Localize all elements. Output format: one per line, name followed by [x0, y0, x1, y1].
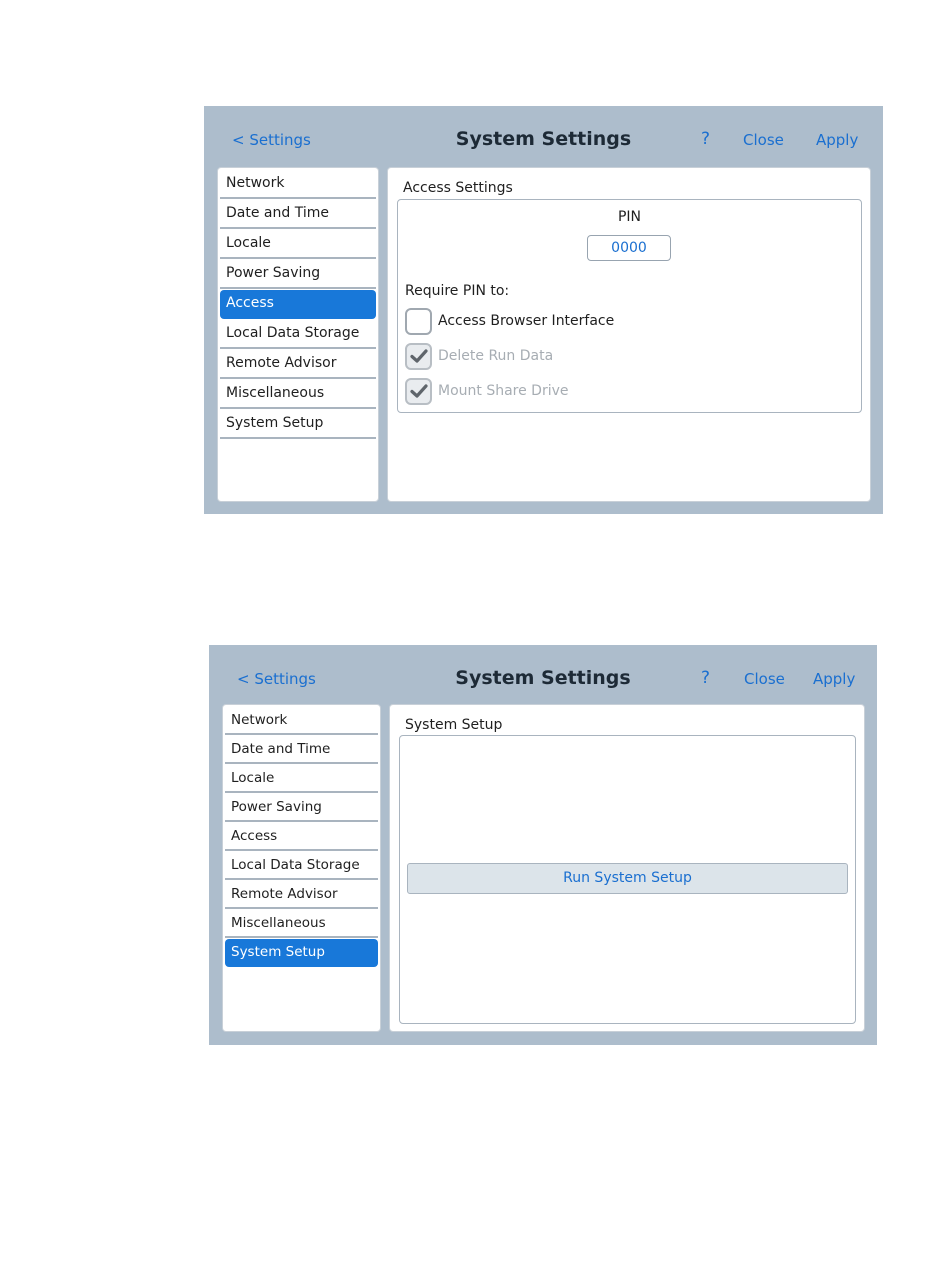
require-pin-label: Require PIN to: — [405, 283, 510, 299]
help-button[interactable]: ? — [701, 668, 711, 688]
help-button[interactable]: ? — [701, 129, 711, 149]
sidebar-item-date-and-time[interactable]: Date and Time — [225, 736, 378, 764]
sidebar-item-locale[interactable]: Locale — [220, 230, 376, 259]
apply-button[interactable]: Apply — [816, 131, 859, 149]
run-system-setup-button[interactable]: Run System Setup — [407, 863, 848, 894]
sidebar-item-power-saving[interactable]: Power Saving — [220, 260, 376, 289]
section-title: System Setup — [405, 717, 503, 733]
sidebar-item-system-setup[interactable]: System Setup — [225, 939, 378, 967]
checkbox-box[interactable] — [405, 343, 432, 370]
settings-sidebar — [222, 704, 381, 1032]
sidebar-item-date-and-time[interactable]: Date and Time — [220, 200, 376, 229]
content-pane — [389, 704, 865, 1032]
sidebar-item-miscellaneous[interactable]: Miscellaneous — [225, 910, 378, 938]
system-setup-group — [399, 735, 856, 1024]
checkbox-box[interactable] — [405, 308, 432, 335]
checkbox-delete-run-data[interactable] — [405, 341, 553, 371]
sidebar-item-access[interactable]: Access — [225, 823, 378, 851]
system-settings-panel-access — [204, 106, 883, 514]
close-button[interactable]: Close — [743, 131, 784, 149]
sidebar-item-access[interactable]: Access — [220, 290, 376, 319]
checkmark-icon — [410, 383, 428, 399]
top-bar — [209, 645, 877, 705]
checkbox-label: Mount Share Drive — [438, 383, 569, 399]
pin-input[interactable] — [587, 235, 671, 261]
sidebar-item-remote-advisor[interactable]: Remote Advisor — [225, 881, 378, 909]
checkbox-label: Access Browser Interface — [438, 313, 615, 329]
back-to-settings-link[interactable]: < Settings — [232, 131, 311, 149]
sidebar-item-local-data-storage[interactable]: Local Data Storage — [220, 320, 376, 349]
checkmark-icon — [410, 348, 428, 364]
pin-label: PIN — [617, 209, 642, 225]
sidebar-item-network[interactable]: Network — [220, 170, 376, 199]
page-title: System Settings — [455, 667, 631, 689]
checkbox-mount-share-drive[interactable] — [405, 376, 569, 406]
checkbox-access-browser-interface[interactable] — [405, 306, 614, 336]
access-settings-group — [397, 199, 862, 413]
apply-button[interactable]: Apply — [813, 670, 856, 688]
page-title: System Settings — [455, 128, 632, 150]
sidebar-item-local-data-storage[interactable]: Local Data Storage — [225, 852, 378, 880]
system-settings-panel-system-setup — [209, 645, 877, 1045]
back-to-settings-link[interactable]: < Settings — [237, 670, 316, 688]
section-title: Access Settings — [403, 180, 513, 196]
sidebar-item-locale[interactable]: Locale — [225, 765, 378, 793]
sidebar-item-system-setup[interactable]: System Setup — [220, 410, 376, 439]
sidebar-item-power-saving[interactable]: Power Saving — [225, 794, 378, 822]
close-button[interactable]: Close — [744, 670, 785, 688]
settings-sidebar — [217, 167, 379, 502]
checkbox-box[interactable] — [405, 378, 432, 405]
sidebar-item-network[interactable]: Network — [225, 707, 378, 735]
top-bar — [204, 106, 883, 166]
sidebar-item-remote-advisor[interactable]: Remote Advisor — [220, 350, 376, 379]
sidebar-item-miscellaneous[interactable]: Miscellaneous — [220, 380, 376, 409]
content-pane — [387, 167, 871, 502]
checkbox-label: Delete Run Data — [438, 348, 554, 364]
